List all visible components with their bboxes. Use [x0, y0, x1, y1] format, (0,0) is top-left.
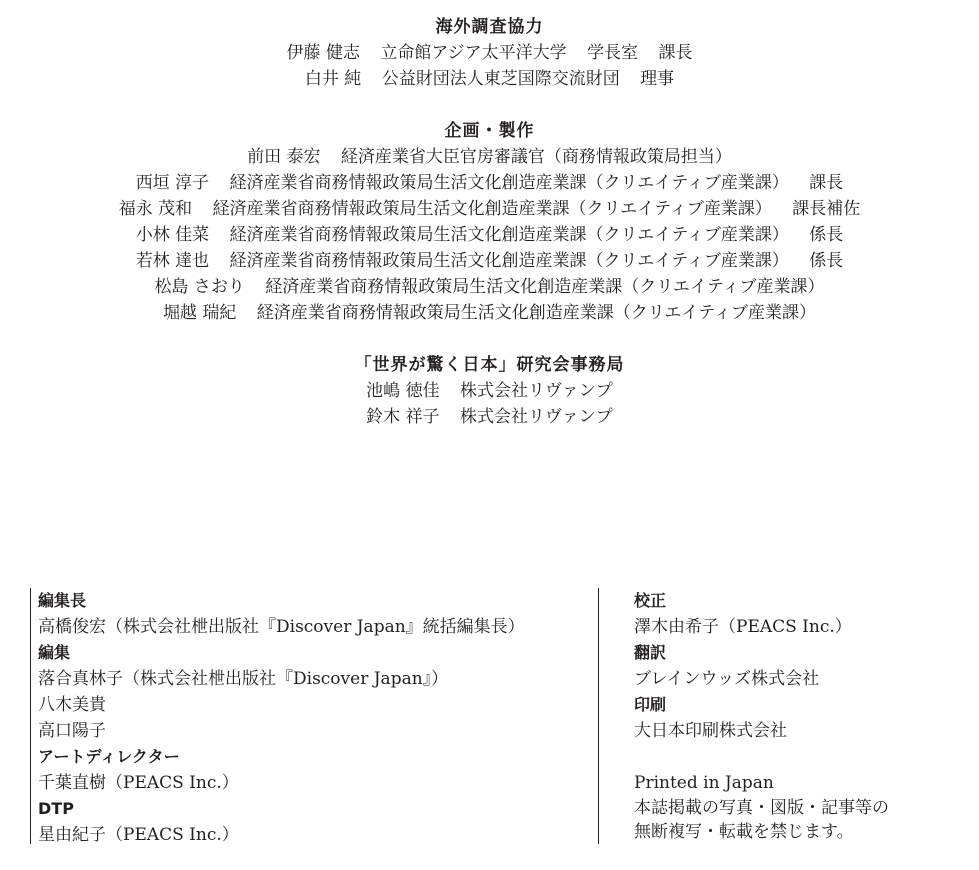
editor-in-chief-name: 高橋俊宏（株式会社枻出版社『Discover Japan』統括編集長） — [38, 617, 525, 637]
credit-line — [0, 404, 979, 430]
credits-top — [0, 14, 979, 456]
person-name: 池嶋 徳佳 — [366, 381, 440, 401]
person-role: 課長補佐 — [792, 199, 861, 219]
column-divider — [598, 588, 599, 844]
person-name: 福永 茂和 — [118, 199, 193, 219]
person-org: 公益財団法人東芝国際交流財団 — [381, 69, 620, 89]
person-name: 前田 泰宏 — [247, 147, 321, 167]
credit-line — [0, 274, 979, 300]
dtp-heading: DTP — [38, 799, 74, 818]
person-name: 若林 達也 — [135, 251, 210, 271]
translation-heading: 翻訳 — [634, 643, 667, 662]
editor-name: 落合真林子（株式会社枻出版社『Discover Japan』） — [38, 669, 449, 689]
credit-line — [0, 170, 979, 196]
person-name: 松島 さおり — [154, 277, 245, 297]
person-name: 堀越 瑞紀 — [162, 303, 237, 323]
art-director-heading: アートディレクター — [38, 747, 180, 766]
person-org: 株式会社リヴァンプ — [459, 381, 613, 401]
left-rule — [30, 588, 31, 844]
copyright-notice: 無断複写・転載を禁じます。 — [634, 822, 854, 842]
credit-line — [0, 40, 979, 66]
person-org: 経済産業省商務情報政策局生活文化創造産業課（クリエイティブ産業課） — [212, 199, 772, 219]
person-org: 経済産業省商務情報政策局生活文化創造産業課（クリエイティブ産業課） — [229, 225, 789, 245]
credit-line — [0, 300, 979, 326]
person-org: 経済産業省商務情報政策局生活文化創造産業課（クリエイティブ産業課） — [229, 251, 789, 271]
printed-in-japan: Printed in Japan — [634, 773, 774, 793]
person-org: 株式会社リヴァンプ — [459, 407, 613, 427]
editor-name: 八木美貴 — [38, 695, 106, 715]
section-research-office — [0, 352, 979, 430]
person-org: 立命館アジア太平洋大学 — [380, 43, 567, 63]
person-org: 経済産業省大臣官房審議官（商務情報政策局担当） — [340, 147, 732, 167]
credit-line — [0, 144, 979, 170]
credit-line — [0, 248, 979, 274]
credit-line — [0, 66, 979, 92]
art-director-name: 千葉直樹（PEACS Inc.） — [38, 773, 239, 793]
person-name: 白井 純 — [304, 69, 362, 89]
staff-column-left — [38, 588, 525, 848]
person-role: 課長 — [809, 173, 844, 193]
editing-heading: 編集 — [38, 643, 71, 662]
person-name: 西垣 淳子 — [135, 173, 210, 193]
credit-line — [0, 196, 979, 222]
proofreader-name: 澤木由希子（PEACS Inc.） — [634, 617, 852, 637]
section-planning-production — [0, 118, 979, 326]
person-name: 鈴木 祥子 — [366, 407, 440, 427]
person-org: 経済産業省商務情報政策局生活文化創造産業課（クリエイティブ産業課） — [229, 173, 789, 193]
editor-name: 高口陽子 — [38, 721, 106, 741]
spacer — [634, 744, 889, 770]
translator-name: ブレインウッズ株式会社 — [634, 669, 820, 689]
person-name: 小林 佳菜 — [135, 225, 210, 245]
editor-in-chief-heading: 編集長 — [38, 591, 87, 610]
person-role: 学長室 — [587, 43, 639, 63]
proofreading-heading: 校正 — [634, 591, 667, 610]
dtp-name: 星由紀子（PEACS Inc.） — [38, 825, 239, 845]
person-role: 係長 — [809, 225, 844, 245]
section-heading: 「世界が驚く日本」研究会事務局 — [354, 355, 625, 375]
printer-name: 大日本印刷株式会社 — [634, 721, 787, 741]
person-role-extra: 課長 — [658, 43, 693, 63]
person-role: 係長 — [809, 251, 844, 271]
person-name: 伊藤 健志 — [286, 43, 360, 63]
printing-heading: 印刷 — [634, 695, 667, 714]
copyright-notice: 本誌掲載の写真・図版・記事等の — [634, 798, 889, 818]
person-org: 経済産業省商務情報政策局生活文化創造産業課（クリエイティブ産業課） — [265, 277, 825, 297]
section-heading: 海外調査協力 — [435, 17, 544, 37]
credit-line — [0, 378, 979, 404]
section-overseas-research — [0, 14, 979, 92]
staff-column-right — [634, 588, 889, 844]
person-role: 理事 — [640, 69, 675, 89]
section-heading: 企画・製作 — [444, 121, 535, 141]
person-org: 経済産業省商務情報政策局生活文化創造産業課（クリエイティブ産業課） — [256, 303, 817, 323]
credit-line — [0, 222, 979, 248]
